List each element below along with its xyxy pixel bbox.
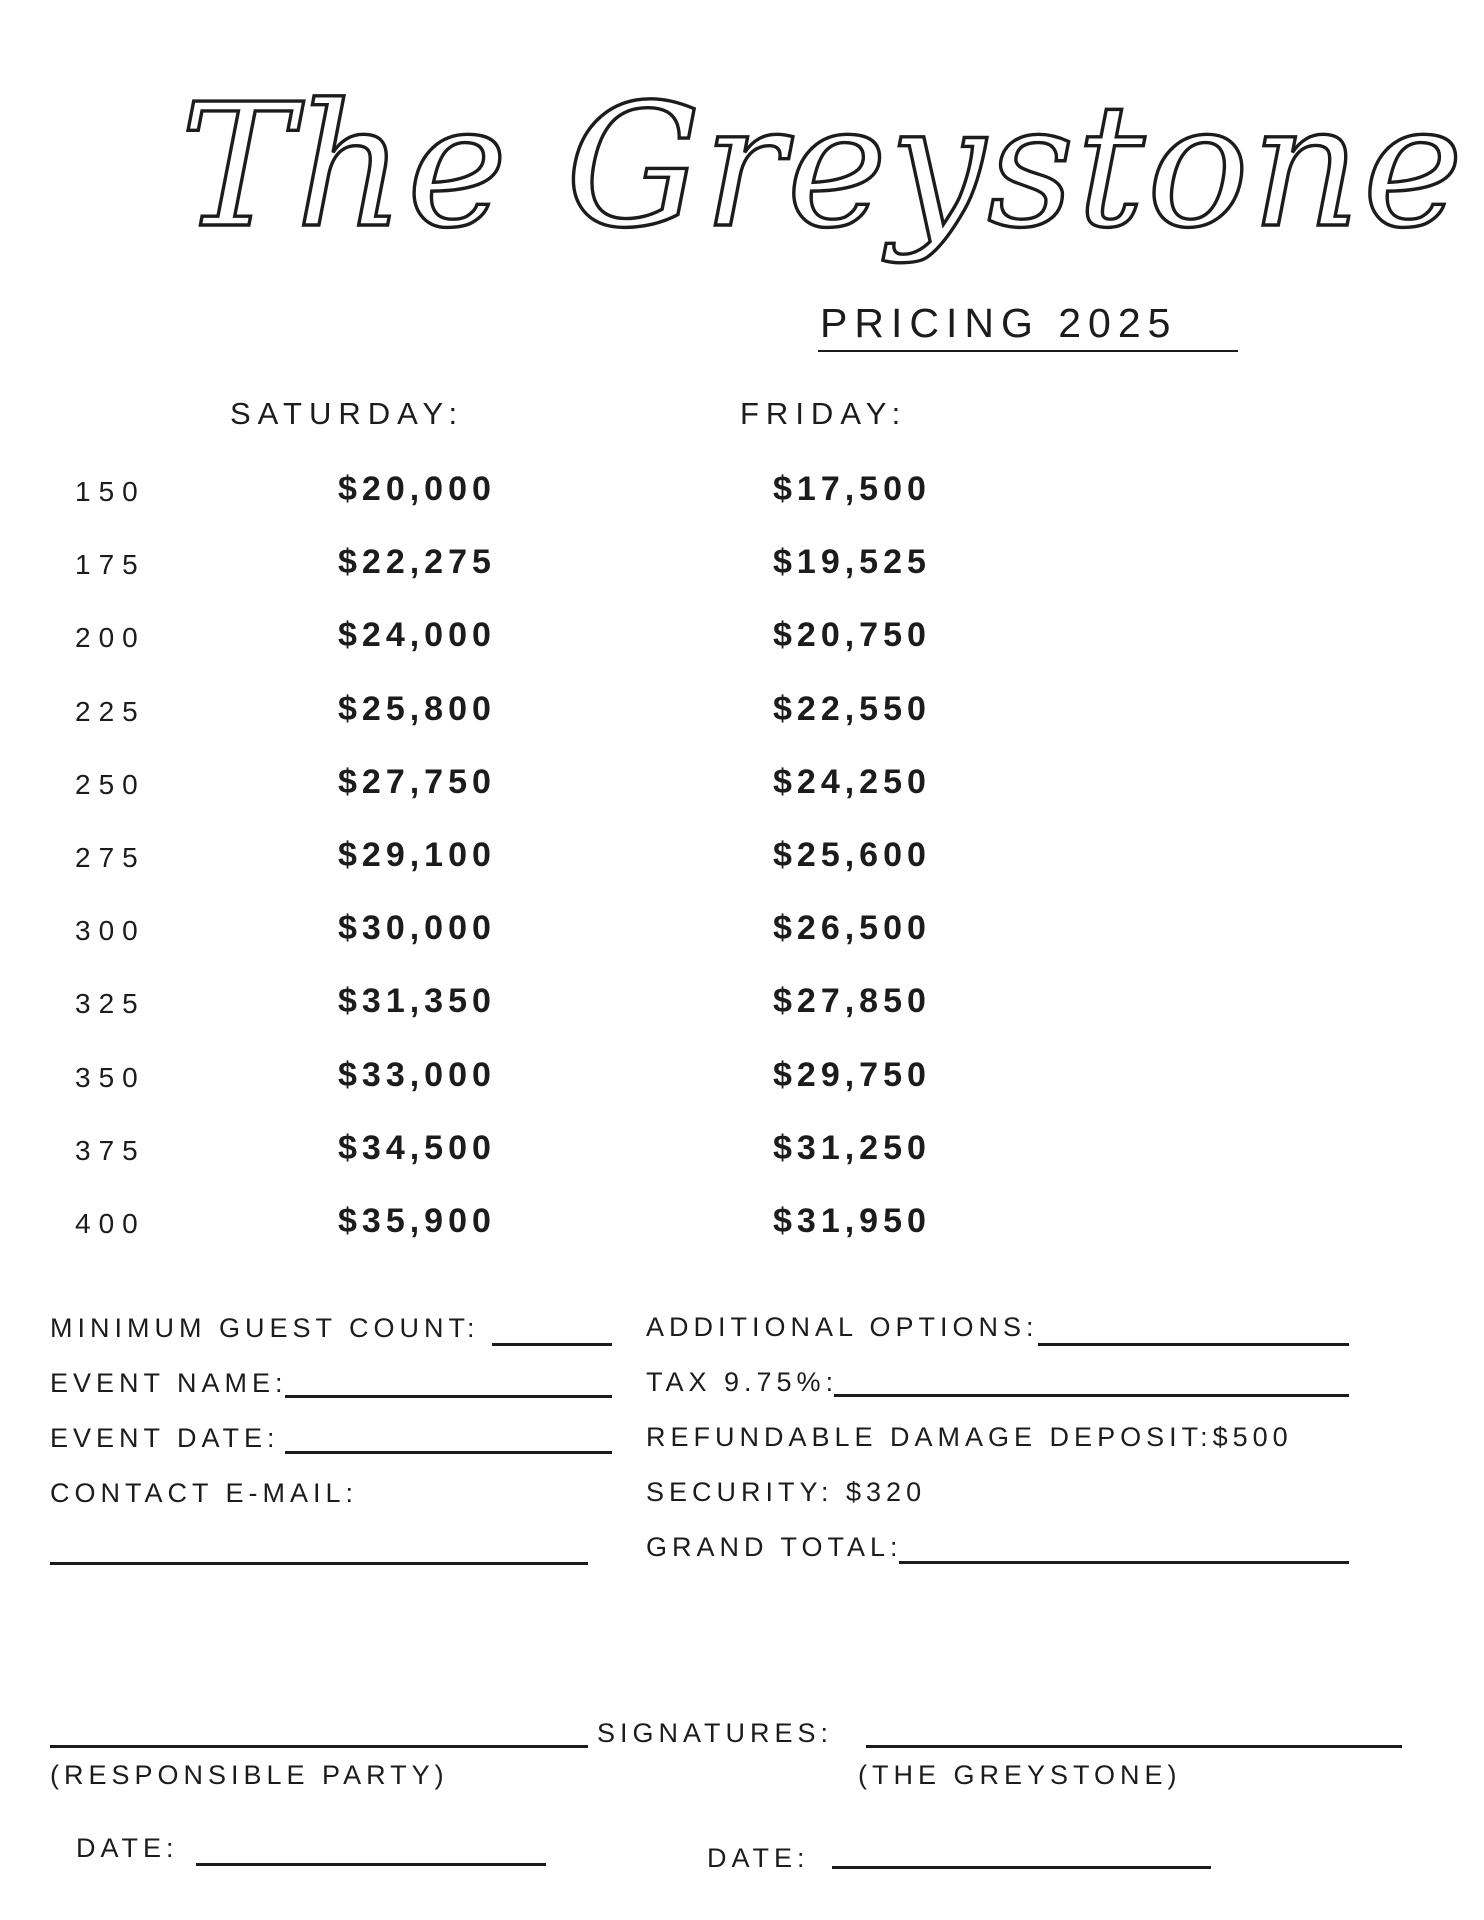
friday-price: $31,250 xyxy=(773,1129,931,1167)
friday-price: $19,525 xyxy=(773,543,931,581)
saturday-price: $25,800 xyxy=(338,690,496,728)
saturday-price: $34,500 xyxy=(338,1129,496,1167)
guest-count: 350 xyxy=(75,1062,146,1093)
responsible-party-signature-line[interactable] xyxy=(50,1745,588,1748)
friday-price: $27,850 xyxy=(773,982,931,1020)
friday-price: $31,950 xyxy=(773,1202,931,1240)
friday-price: $17,500 xyxy=(773,470,931,508)
security-label: SECURITY: $320 xyxy=(646,1477,927,1507)
saturday-price: $35,900 xyxy=(338,1202,496,1240)
responsible-party-caption: (RESPONSIBLE PARTY) xyxy=(50,1760,449,1790)
friday-price: $22,550 xyxy=(773,690,931,728)
friday-price: $20,750 xyxy=(773,616,931,654)
event-date-label: EVENT DATE: xyxy=(50,1423,280,1453)
venue-signature-line[interactable] xyxy=(866,1745,1402,1748)
contact-email-label: CONTACT E-MAIL: xyxy=(50,1478,359,1508)
saturday-column-header: SATURDAY: xyxy=(230,396,465,431)
saturday-price: $31,350 xyxy=(338,982,496,1020)
saturday-price: $29,100 xyxy=(338,836,496,874)
friday-column-header: FRIDAY: xyxy=(740,396,908,431)
additional-options-label: ADDITIONAL OPTIONS: xyxy=(646,1312,1039,1342)
friday-price: $24,250 xyxy=(773,763,931,801)
event-name-label: EVENT NAME: xyxy=(50,1368,288,1398)
saturday-price: $33,000 xyxy=(338,1056,496,1094)
tax-line[interactable] xyxy=(834,1394,1349,1397)
min-guest-label: MINIMUM GUEST COUNT: xyxy=(50,1313,480,1343)
event-date-line[interactable] xyxy=(285,1451,612,1454)
date-left-label: DATE: xyxy=(76,1833,179,1863)
guest-count: 150 xyxy=(75,476,146,507)
date-left-line[interactable] xyxy=(196,1863,546,1866)
guest-count: 275 xyxy=(75,842,146,873)
date-right-label: DATE: xyxy=(707,1843,810,1873)
venue-caption: (THE GREYSTONE) xyxy=(858,1760,1182,1790)
guest-count: 225 xyxy=(75,696,146,727)
title-text: The Greystone xyxy=(180,68,1466,266)
guest-count: 325 xyxy=(75,988,146,1019)
damage-deposit-label: REFUNDABLE DAMAGE DEPOSIT:$500 xyxy=(646,1422,1293,1452)
friday-price: $25,600 xyxy=(773,836,931,874)
contact-email-line[interactable] xyxy=(50,1562,588,1565)
guest-count: 200 xyxy=(75,622,146,653)
additional-options-line[interactable] xyxy=(1038,1343,1349,1346)
saturday-price: $24,000 xyxy=(338,616,496,654)
grand-total-line[interactable] xyxy=(899,1561,1349,1564)
event-name-line[interactable] xyxy=(285,1395,612,1398)
guest-count: 250 xyxy=(75,769,146,800)
guest-count: 375 xyxy=(75,1135,146,1166)
guest-count: 400 xyxy=(75,1208,146,1239)
date-right-line[interactable] xyxy=(832,1866,1211,1869)
signatures-label: SIGNATURES: xyxy=(597,1718,834,1748)
pricing-subtitle: PRICING 2025 xyxy=(820,300,1178,346)
saturday-price: $20,000 xyxy=(338,470,496,508)
grand-total-label: GRAND TOTAL: xyxy=(646,1532,903,1562)
friday-price: $29,750 xyxy=(773,1056,931,1094)
subtitle-underline xyxy=(818,350,1238,352)
min-guest-line[interactable] xyxy=(492,1343,612,1346)
saturday-price: $30,000 xyxy=(338,909,496,947)
tax-label: TAX 9.75%: xyxy=(646,1367,839,1397)
friday-price: $26,500 xyxy=(773,909,931,947)
saturday-price: $27,750 xyxy=(338,763,496,801)
guest-count: 175 xyxy=(75,549,146,580)
guest-count: 300 xyxy=(75,915,146,946)
saturday-price: $22,275 xyxy=(338,543,496,581)
